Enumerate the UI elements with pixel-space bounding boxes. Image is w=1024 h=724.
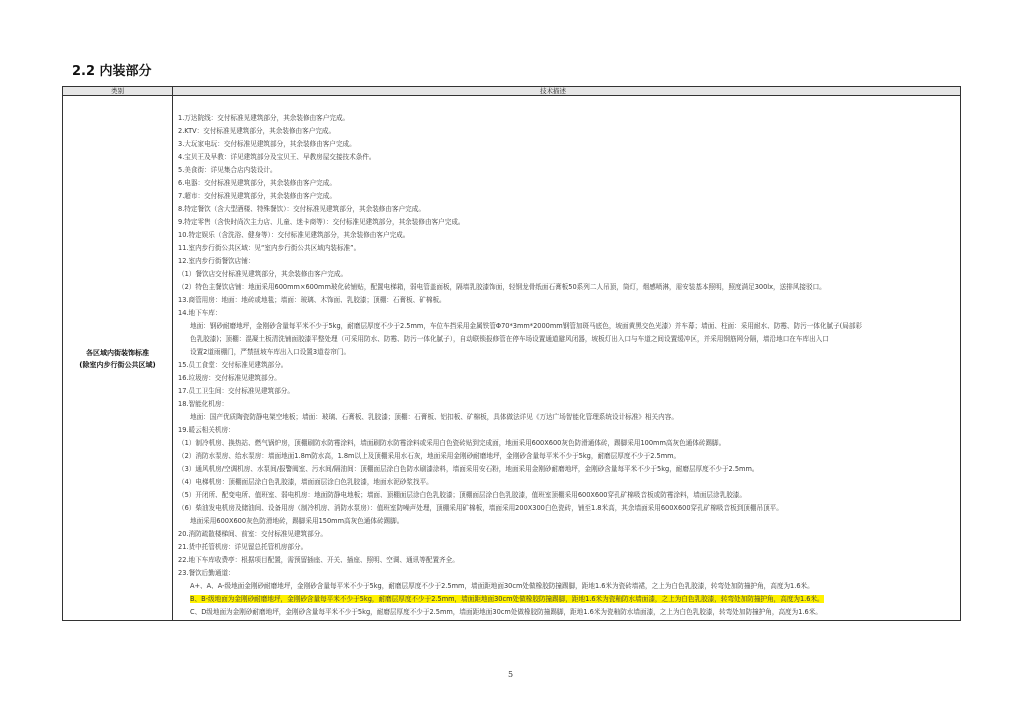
spec-line: 6.电器：交付标准见建筑部分，其余装修由客户完成。 — [178, 179, 336, 187]
spec-line: C、D级地面为金刚砂耐磨地坪，金刚砂含量每平米不少于5kg，耐磨层厚度不少于2.5mm，墙面距地面30cm处做橡胶防撞踢脚，距地1.6米为瓷釉防水墙面漆，之上为白色乳胶漆，转弯处加防撞护角，高度为1.6米。 — [190, 608, 822, 616]
category-sublabel: (除室内步行街公共区域) — [79, 361, 156, 369]
spec-line: 17.员工卫生间：交付标准见建筑部分。 — [178, 387, 294, 395]
spec-line: 16.垃圾房：交付标准见建筑部分。 — [178, 374, 281, 382]
spec-line: 11.室内步行街公共区域：见“室内步行街公共区域内装标准”。 — [178, 244, 361, 252]
spec-line: 色乳胶漆)；顶棚：混凝土板清洗铺面胶漆平整处理（可采用防水、防霉、防污一体化腻子），自动联锁报修管在停车场设置通道避风闭器，坡板灯出入口与车道之间设置缓冲区，并采用钢筋网分隔，墙沿地口在车库出入口 — [190, 335, 829, 343]
spec-line: 设置2道雨棚门，严禁扭坡车库出入口设置3道卷帘门。 — [190, 348, 351, 356]
spec-line: （3）通风机房/空调机房、水泵间/报警阀室、污水间/隔油间：顶棚面层涂白色防水刷漆涂料，墙面采用安石粉，地面采用金刚砂耐磨地坪，金刚砂含量每平米不少于5kg，耐磨层厚度不少于2.5mm。 — [178, 465, 759, 473]
header-category: 类别 — [111, 87, 124, 95]
spec-line: 21.货中托管机房：详见留总托管机房部分。 — [178, 543, 308, 551]
spec-line: 8.特定餐饮（含大型酒楼、特殊餐饮）：交付标准见建筑部分，其余装修由客户完成。 — [178, 205, 425, 213]
header-description: 技术描述 — [540, 87, 566, 95]
category-cell — [63, 347, 172, 371]
table-header-row — [63, 87, 960, 96]
highlighted-text: B、B-级地面为金刚砂耐磨地坪，金刚砂含量每平米不少于5kg，耐磨层厚度不少于2.5mm，墙面距地面30cm处做橡胶防撞踢脚，距地1.6米为瓷釉防水墙面漆，之上为白色乳胶漆，转弯处加防撞护角，高度为1.6米。 — [190, 595, 824, 603]
spec-line: 5.美食街：详见集合店内装设计。 — [178, 166, 277, 174]
spec-line: 地面采用600X600灰色防滑地砖，踢脚采用150mm高灰色通体砖踢脚。 — [190, 517, 404, 525]
spec-line: 15.员工食堂：交付标准见建筑部分。 — [178, 361, 288, 369]
spec-line: 13.商管用房：地面：地砖或地毯；墙面：玻璃、木饰面、乳胶漆；顶棚：石膏板、矿棉板。 — [178, 296, 446, 304]
spec-line: （5）开闭所、配变电所、值班室、弱电机房：地面防静电地板；墙面、顶棚面层涂白色乳胶漆；顶棚面层涂白色乳胶漆，值班室顶棚采用600X600穿孔矿棉吸音板或防霉涂料，墙面层涂乳胶漆。 — [178, 491, 746, 499]
spec-line: 4.宝贝王及早教：详见建筑部分及宝贝王、早教房屋交接技术条件。 — [178, 153, 376, 161]
spec-line: 10.特定娱乐（含洗浴、健身等）：交付标准见建筑部分，其余装修由客户完成。 — [178, 231, 410, 239]
spec-line: （1）餐饮店交付标准见建筑部分，其余装修由客户完成。 — [178, 270, 348, 278]
column-divider — [172, 87, 173, 620]
spec-line: 18.智能化机房： — [178, 400, 229, 408]
spec-line: 14.地下车库： — [178, 309, 222, 317]
section-title: 2.2 内装部分 — [72, 64, 152, 79]
spec-line: 22.地下车库收费亭：根据项目配置，需预留插座、开关、插座、照明、空调、通讯等配置齐全。 — [178, 556, 459, 564]
spec-line: 19.暖云相关机房： — [178, 426, 235, 434]
spec-line: 地面：钢砂耐磨地坪，金刚砂含量每平米不少于5kg，耐磨层厚度不少于2.5mm，车位车挡采用金属铁管Φ70*3mm*2000mm钢管加斑马底色，坡面黄黑交色光漆）并车幕；墙面、柱面：采用耐水、防霉、防污一体化腻子(局部彩 — [190, 322, 863, 330]
spec-line: 地面：国产优质陶瓷防静电架空地板；墙面：玻璃、石膏板、乳胶漆；顶棚：石膏板、铝扣板、矿棉板，具体做法详见《万达广场智能化管理系统设计标准》相关内容。 — [190, 413, 678, 421]
spec-line: 23.餐饮后勤通道： — [178, 569, 235, 577]
description-cell — [178, 112, 956, 619]
category-label: 各区域内街装饰标准 — [86, 349, 149, 357]
spec-line: 2.KTV：交付标准见建筑部分，其余装修由客户完成。 — [178, 127, 336, 135]
spec-line: （2）消防水泵房、给水泵房：墙面地面1.8m防水高，1.8m以上及顶棚采用水石灰，地面采用金刚砂耐磨地坪，金刚砂含量每平米不少于5kg，耐磨层厚度不少于2.5mm。 — [178, 452, 681, 460]
spec-table — [62, 86, 961, 621]
spec-line: （6）柴油发电机房及储油间、设备用房（制冷机房、消防水泵房）：值班室防噪声处理，顶棚采用矿棉板，墙面采用200X300白色瓷砖，铺至1.8米高，其余墙面采用600X600穿孔矿棉吸音板到顶棚吊顶平。 — [178, 504, 783, 512]
spec-line: 7.超市：交付标准见建筑部分，其余装修由客户完成。 — [178, 192, 336, 200]
spec-line: 3.大玩家电玩：交付标准见建筑部分，其余装修由客户完成。 — [178, 140, 356, 148]
spec-line: 9.特定零售（含快时尚次主力店、儿童、迷卡商等）：交付标准见建筑部分，其余装修由客户完成。 — [178, 218, 465, 226]
spec-line: 12.室内步行街餐饮店铺： — [178, 257, 255, 265]
spec-line: 1.万达院线：交付标准见建筑部分，其余装修由客户完成。 — [178, 114, 350, 122]
spec-line: （4）电梯机房：顶棚面层涂白色乳胶漆，墙面面层涂白色乳胶漆，地面水泥砂浆找平。 — [178, 478, 433, 486]
spec-line: 20.消防疏散楼梯间、前室：交付标准见建筑部分。 — [178, 530, 327, 538]
spec-line-highlighted — [178, 593, 956, 606]
page-number: 5 — [508, 670, 514, 679]
spec-line: A+、A、A-级地面金刚砂耐磨地坪，金刚砂含量每平米不少于5kg，耐磨层厚度不少于2.5mm，墙面距地面30cm处做橡胶防撞踢脚，距地1.6米为瓷砖墙裙，之上为白色乳胶漆，转弯处加防撞护角，高度为1.6米。 — [190, 582, 814, 590]
spec-line: （1）制冷机房、换热站、燃气锅炉房，顶棚刷防水防霉涂料，墙面刷防水防霉涂料或采用白色瓷砖贴到完成面，地面采用600X600灰色防滑通体砖，踢脚采用100mm高灰色通体砖踢脚。 — [178, 439, 726, 447]
spec-line: （2）特色主餐饮店铺：地面采用600mm×600mm玻化砖铺贴，配置电梯箱，弱电管盖面板，隔墙乳胶漆饰面，轻钢龙骨纸面石膏板50系列二人吊顶，筒灯，烟感喷淋，需安装基本照明，照度满足300lx，送排风接驳口。 — [178, 283, 826, 291]
